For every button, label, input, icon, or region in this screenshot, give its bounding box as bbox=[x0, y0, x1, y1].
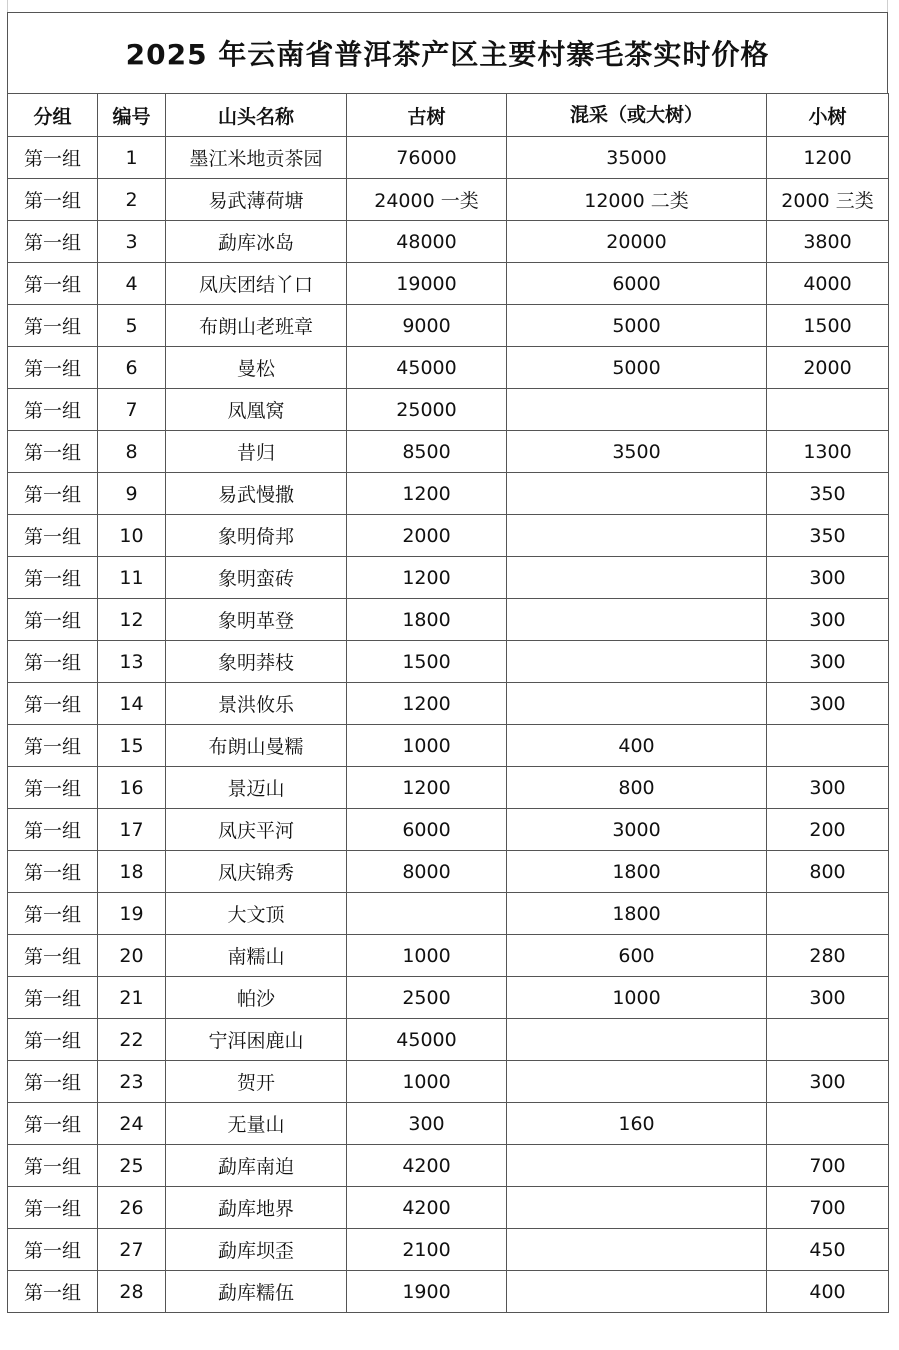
cell-small-tree bbox=[767, 1103, 889, 1145]
cell-number: 5 bbox=[98, 305, 166, 347]
cell-small-tree: 300 bbox=[767, 977, 889, 1019]
cell-mountain-name: 勐库糯伍 bbox=[166, 1271, 347, 1313]
cell-mixed-picking: 5000 bbox=[507, 305, 767, 347]
table-row bbox=[8, 347, 889, 389]
cell-ancient-tree: 6000 bbox=[347, 809, 507, 851]
cell-mountain-name: 象明革登 bbox=[166, 599, 347, 641]
price-table bbox=[7, 93, 889, 1313]
cell-mixed-picking: 3000 bbox=[507, 809, 767, 851]
cell-mountain-name: 凤庆团结丫口 bbox=[166, 263, 347, 305]
cell-mixed-picking bbox=[507, 683, 767, 725]
cell-mixed-picking: 35000 bbox=[507, 137, 767, 179]
cell-small-tree bbox=[767, 389, 889, 431]
table-row bbox=[8, 557, 889, 599]
cell-number: 17 bbox=[98, 809, 166, 851]
table-row bbox=[8, 179, 889, 221]
table-row bbox=[8, 473, 889, 515]
cell-small-tree: 1500 bbox=[767, 305, 889, 347]
table-row bbox=[8, 305, 889, 347]
cell-mixed-picking bbox=[507, 641, 767, 683]
table-row bbox=[8, 431, 889, 473]
table-title: 2025 年云南省普洱茶产区主要村寨毛茶实时价格 bbox=[7, 12, 888, 93]
cell-mountain-name: 景迈山 bbox=[166, 767, 347, 809]
header-group: 分组 bbox=[8, 94, 98, 137]
cell-ancient-tree: 1200 bbox=[347, 557, 507, 599]
cell-mountain-name: 象明莽枝 bbox=[166, 641, 347, 683]
table-row bbox=[8, 725, 889, 767]
cell-small-tree: 2000 bbox=[767, 347, 889, 389]
table-row bbox=[8, 221, 889, 263]
cell-ancient-tree: 1500 bbox=[347, 641, 507, 683]
cell-ancient-tree: 9000 bbox=[347, 305, 507, 347]
cell-mixed-picking: 5000 bbox=[507, 347, 767, 389]
table-row bbox=[8, 893, 889, 935]
cell-group: 第一组 bbox=[8, 641, 98, 683]
cell-mixed-picking bbox=[507, 1187, 767, 1229]
cell-number: 20 bbox=[98, 935, 166, 977]
cell-mixed-picking: 12000 二类 bbox=[507, 179, 767, 221]
cell-group: 第一组 bbox=[8, 851, 98, 893]
cell-mixed-picking bbox=[507, 1229, 767, 1271]
cell-ancient-tree: 25000 bbox=[347, 389, 507, 431]
cell-ancient-tree: 1200 bbox=[347, 767, 507, 809]
cell-number: 19 bbox=[98, 893, 166, 935]
cell-ancient-tree bbox=[347, 893, 507, 935]
cell-group: 第一组 bbox=[8, 1229, 98, 1271]
cell-number: 28 bbox=[98, 1271, 166, 1313]
cell-small-tree: 3800 bbox=[767, 221, 889, 263]
cell-mountain-name: 凤凰窝 bbox=[166, 389, 347, 431]
cell-mountain-name: 勐库地界 bbox=[166, 1187, 347, 1229]
cell-ancient-tree: 45000 bbox=[347, 1019, 507, 1061]
cell-number: 24 bbox=[98, 1103, 166, 1145]
table-row bbox=[8, 515, 889, 557]
cell-ancient-tree: 1000 bbox=[347, 725, 507, 767]
cell-number: 6 bbox=[98, 347, 166, 389]
cell-small-tree: 450 bbox=[767, 1229, 889, 1271]
cell-group: 第一组 bbox=[8, 725, 98, 767]
table-row bbox=[8, 977, 889, 1019]
cell-small-tree: 1200 bbox=[767, 137, 889, 179]
sheet-top-edge bbox=[7, 0, 888, 12]
cell-mountain-name: 易武薄荷塘 bbox=[166, 179, 347, 221]
cell-ancient-tree: 24000 一类 bbox=[347, 179, 507, 221]
cell-small-tree: 350 bbox=[767, 473, 889, 515]
cell-ancient-tree: 19000 bbox=[347, 263, 507, 305]
cell-group: 第一组 bbox=[8, 935, 98, 977]
cell-small-tree: 300 bbox=[767, 641, 889, 683]
cell-mountain-name: 南糯山 bbox=[166, 935, 347, 977]
cell-small-tree: 2000 三类 bbox=[767, 179, 889, 221]
cell-group: 第一组 bbox=[8, 977, 98, 1019]
cell-mountain-name: 贺开 bbox=[166, 1061, 347, 1103]
cell-number: 21 bbox=[98, 977, 166, 1019]
cell-number: 13 bbox=[98, 641, 166, 683]
cell-mountain-name: 勐库冰岛 bbox=[166, 221, 347, 263]
cell-group: 第一组 bbox=[8, 1145, 98, 1187]
cell-small-tree: 800 bbox=[767, 851, 889, 893]
cell-number: 12 bbox=[98, 599, 166, 641]
cell-mountain-name: 曼松 bbox=[166, 347, 347, 389]
cell-mixed-picking: 1800 bbox=[507, 851, 767, 893]
cell-group: 第一组 bbox=[8, 347, 98, 389]
header-ancient-tree: 古树 bbox=[347, 94, 507, 137]
cell-mixed-picking bbox=[507, 389, 767, 431]
cell-number: 4 bbox=[98, 263, 166, 305]
cell-mountain-name: 无量山 bbox=[166, 1103, 347, 1145]
cell-number: 23 bbox=[98, 1061, 166, 1103]
cell-ancient-tree: 1000 bbox=[347, 1061, 507, 1103]
table-row bbox=[8, 935, 889, 977]
cell-mixed-picking: 160 bbox=[507, 1103, 767, 1145]
cell-mixed-picking bbox=[507, 557, 767, 599]
cell-ancient-tree: 48000 bbox=[347, 221, 507, 263]
cell-small-tree: 350 bbox=[767, 515, 889, 557]
cell-mixed-picking bbox=[507, 599, 767, 641]
cell-mixed-picking: 1000 bbox=[507, 977, 767, 1019]
table-row bbox=[8, 1103, 889, 1145]
cell-number: 22 bbox=[98, 1019, 166, 1061]
header-mountain-name: 山头名称 bbox=[166, 94, 347, 137]
cell-mixed-picking: 600 bbox=[507, 935, 767, 977]
cell-ancient-tree: 2500 bbox=[347, 977, 507, 1019]
cell-ancient-tree: 1200 bbox=[347, 473, 507, 515]
cell-group: 第一组 bbox=[8, 263, 98, 305]
cell-ancient-tree: 2000 bbox=[347, 515, 507, 557]
header-small-tree: 小树 bbox=[767, 94, 889, 137]
cell-mountain-name: 布朗山老班章 bbox=[166, 305, 347, 347]
cell-group: 第一组 bbox=[8, 767, 98, 809]
cell-mixed-picking: 20000 bbox=[507, 221, 767, 263]
table-row bbox=[8, 851, 889, 893]
cell-number: 14 bbox=[98, 683, 166, 725]
cell-small-tree: 1300 bbox=[767, 431, 889, 473]
cell-ancient-tree: 2100 bbox=[347, 1229, 507, 1271]
cell-small-tree: 300 bbox=[767, 1061, 889, 1103]
cell-number: 18 bbox=[98, 851, 166, 893]
cell-group: 第一组 bbox=[8, 557, 98, 599]
cell-group: 第一组 bbox=[8, 683, 98, 725]
cell-mountain-name: 景洪攸乐 bbox=[166, 683, 347, 725]
table-row bbox=[8, 137, 889, 179]
table-row bbox=[8, 767, 889, 809]
cell-ancient-tree: 1000 bbox=[347, 935, 507, 977]
cell-mountain-name: 易武慢撒 bbox=[166, 473, 347, 515]
cell-mountain-name: 凤庆平河 bbox=[166, 809, 347, 851]
cell-small-tree: 400 bbox=[767, 1271, 889, 1313]
cell-number: 8 bbox=[98, 431, 166, 473]
cell-small-tree: 700 bbox=[767, 1187, 889, 1229]
header-row bbox=[8, 94, 889, 137]
cell-ancient-tree: 4200 bbox=[347, 1145, 507, 1187]
cell-ancient-tree: 45000 bbox=[347, 347, 507, 389]
table-row bbox=[8, 1061, 889, 1103]
cell-mountain-name: 墨江米地贡茶园 bbox=[166, 137, 347, 179]
cell-mixed-picking bbox=[507, 1061, 767, 1103]
table-body bbox=[8, 137, 889, 1313]
header-number: 编号 bbox=[98, 94, 166, 137]
cell-small-tree: 300 bbox=[767, 767, 889, 809]
price-sheet bbox=[7, 12, 888, 1313]
cell-number: 26 bbox=[98, 1187, 166, 1229]
cell-small-tree: 300 bbox=[767, 599, 889, 641]
cell-ancient-tree: 8500 bbox=[347, 431, 507, 473]
cell-number: 10 bbox=[98, 515, 166, 557]
cell-mixed-picking: 1800 bbox=[507, 893, 767, 935]
cell-number: 1 bbox=[98, 137, 166, 179]
cell-group: 第一组 bbox=[8, 179, 98, 221]
cell-small-tree: 4000 bbox=[767, 263, 889, 305]
cell-group: 第一组 bbox=[8, 389, 98, 431]
cell-mountain-name: 勐库坝歪 bbox=[166, 1229, 347, 1271]
table-row bbox=[8, 1187, 889, 1229]
cell-group: 第一组 bbox=[8, 1103, 98, 1145]
table-row bbox=[8, 389, 889, 431]
cell-ancient-tree: 1800 bbox=[347, 599, 507, 641]
cell-mixed-picking: 800 bbox=[507, 767, 767, 809]
cell-small-tree: 200 bbox=[767, 809, 889, 851]
table-row bbox=[8, 683, 889, 725]
cell-ancient-tree: 76000 bbox=[347, 137, 507, 179]
cell-number: 11 bbox=[98, 557, 166, 599]
cell-mountain-name: 象明蛮砖 bbox=[166, 557, 347, 599]
cell-small-tree bbox=[767, 725, 889, 767]
table-row bbox=[8, 1229, 889, 1271]
cell-group: 第一组 bbox=[8, 473, 98, 515]
cell-mixed-picking bbox=[507, 1145, 767, 1187]
cell-small-tree: 300 bbox=[767, 557, 889, 599]
cell-mountain-name: 布朗山曼糯 bbox=[166, 725, 347, 767]
cell-mixed-picking: 400 bbox=[507, 725, 767, 767]
table-row bbox=[8, 641, 889, 683]
cell-group: 第一组 bbox=[8, 305, 98, 347]
table-row bbox=[8, 1019, 889, 1061]
cell-small-tree bbox=[767, 1019, 889, 1061]
cell-group: 第一组 bbox=[8, 893, 98, 935]
cell-number: 3 bbox=[98, 221, 166, 263]
cell-small-tree: 280 bbox=[767, 935, 889, 977]
cell-mountain-name: 凤庆锦秀 bbox=[166, 851, 347, 893]
cell-group: 第一组 bbox=[8, 431, 98, 473]
cell-number: 2 bbox=[98, 179, 166, 221]
cell-group: 第一组 bbox=[8, 221, 98, 263]
cell-mixed-picking bbox=[507, 473, 767, 515]
cell-group: 第一组 bbox=[8, 515, 98, 557]
cell-group: 第一组 bbox=[8, 1019, 98, 1061]
cell-group: 第一组 bbox=[8, 1271, 98, 1313]
table-row bbox=[8, 1145, 889, 1187]
table-row bbox=[8, 599, 889, 641]
cell-number: 16 bbox=[98, 767, 166, 809]
cell-ancient-tree: 4200 bbox=[347, 1187, 507, 1229]
cell-mixed-picking bbox=[507, 1271, 767, 1313]
cell-group: 第一组 bbox=[8, 599, 98, 641]
cell-mountain-name: 宁洱困鹿山 bbox=[166, 1019, 347, 1061]
cell-small-tree: 700 bbox=[767, 1145, 889, 1187]
cell-number: 7 bbox=[98, 389, 166, 431]
table-row bbox=[8, 263, 889, 305]
cell-group: 第一组 bbox=[8, 137, 98, 179]
cell-number: 27 bbox=[98, 1229, 166, 1271]
cell-mixed-picking bbox=[507, 515, 767, 557]
cell-mountain-name: 象明倚邦 bbox=[166, 515, 347, 557]
cell-mixed-picking: 6000 bbox=[507, 263, 767, 305]
cell-group: 第一组 bbox=[8, 1061, 98, 1103]
cell-small-tree bbox=[767, 893, 889, 935]
cell-ancient-tree: 300 bbox=[347, 1103, 507, 1145]
cell-small-tree: 300 bbox=[767, 683, 889, 725]
cell-group: 第一组 bbox=[8, 809, 98, 851]
cell-group: 第一组 bbox=[8, 1187, 98, 1229]
cell-mountain-name: 帕沙 bbox=[166, 977, 347, 1019]
cell-ancient-tree: 1900 bbox=[347, 1271, 507, 1313]
cell-ancient-tree: 1200 bbox=[347, 683, 507, 725]
cell-mixed-picking: 3500 bbox=[507, 431, 767, 473]
cell-number: 25 bbox=[98, 1145, 166, 1187]
table-row bbox=[8, 1271, 889, 1313]
table-row bbox=[8, 809, 889, 851]
cell-mountain-name: 大文顶 bbox=[166, 893, 347, 935]
cell-ancient-tree: 8000 bbox=[347, 851, 507, 893]
cell-mixed-picking bbox=[507, 1019, 767, 1061]
cell-mountain-name: 勐库南迫 bbox=[166, 1145, 347, 1187]
header-mixed-picking: 混采（或大树） bbox=[507, 94, 767, 137]
cell-number: 15 bbox=[98, 725, 166, 767]
cell-mountain-name: 昔归 bbox=[166, 431, 347, 473]
cell-number: 9 bbox=[98, 473, 166, 515]
